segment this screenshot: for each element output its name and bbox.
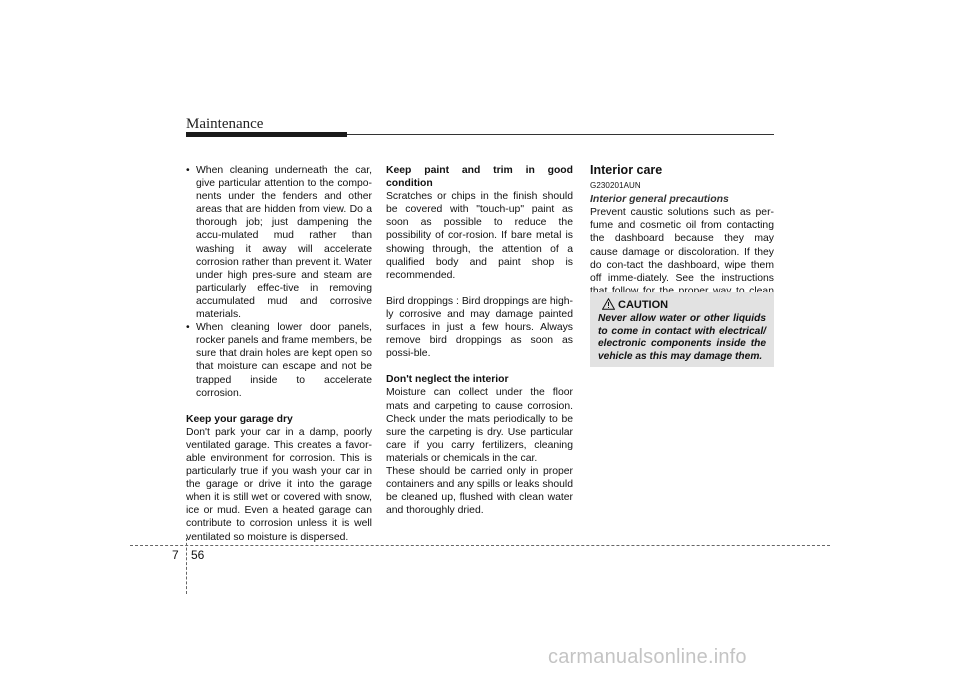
interior-paragraph-1: Moisture can collect under the floor mats and carpeting to cause corrosion. Check under the mats periodically to be sure the carpeting is dry. Use particular care if you carry fertilizers, cleaning materials or chemicals in the car. [386,387,573,464]
watermark: carmanualsonline.info [548,646,747,668]
interior-paragraph-2: These should be carried only in proper containers and any spills or leaks should be cleaned up, flushed with clean water and thoroughly dried. [386,465,573,517]
footer-rule [130,545,830,546]
header-rule [347,134,774,135]
bullet-text: When cleaning lower door panels, rocker panels and frame members, be sure that drain holes are kept open so that moisture can escape and not be trapped inside to accelerate corrosion. [196,322,372,399]
bullet-item [186,164,372,321]
paint-paragraph: Scratches or chips in the finish should be covered with "touch-up" paint as soon as possible to reduce the possibility of cor-rosion. If bare metal is showing through, the attention of a qualified body and paint shop is recommended. [386,191,573,281]
caution-title: CAUTION [618,299,669,311]
bullet-text: When cleaning underneath the car, give particular attention to the compo-nents under the fenders and other areas that are hidden from view. Do a thorough job; just dampening the accu-mulated mud rather than washing it away will accelerate corrosion rather than prevent it. Water under high pres-sure and steam are particularly effec-tive in removing accumulated mud and corrosive materials. [196,165,372,321]
section-heading-interior-care: Interior care [590,163,663,177]
caution-header [602,298,668,311]
garage-paragraph: Don't park your car in a damp, poorly ventilated garage. This creates a favor-able environment for corrosion. This is particularly true if you wash your car in the garage or drive it into the garage when it is still wet or covered with snow, ice or mud. Even a heated garage can contribute to corrosion unless it is well ventilated so moisture is dispersed. [186,426,372,543]
section-heading-garage: Keep your garage dry [186,413,293,425]
bird-paragraph: Bird droppings : Bird droppings are high-ly corrosive and may damage painted surfaces in just a few hours. Always remove bird droppings as soon as possi-ble. [386,295,573,360]
caution-text: Never allow water or other liquids to come in contact with electrical/ electronic components inside the vehicle as this may damage them. [598,313,766,362]
caution-box [590,292,774,367]
bullet-dot-icon: • [186,322,190,334]
section-code: G230201AUN [590,181,641,191]
page-number: 56 [191,548,205,562]
chapter-number: 7 [172,548,179,562]
header-bar [186,132,347,137]
warning-triangle-icon [602,298,615,310]
page-header-title: Maintenance [186,116,264,132]
section-heading-interior: Don't neglect the interior [386,374,509,386]
bullet-dot-icon: • [186,165,190,176]
subheading-precautions: Interior general precautions [590,193,729,206]
footer-divider [186,538,187,594]
column-2 [386,164,573,517]
precautions-paragraph: Prevent caustic solutions such as per-fume and cosmetic oil from contacting the dashboard because they may cause damage or discoloration. If they do con-tact the dashboard, wipe them off imme-diately. See the instructions [590,207,774,284]
bullet-item [186,321,372,400]
column-3 [590,164,774,311]
column-1 [186,164,372,544]
section-heading-paint: Keep paint and trim in good condition [386,165,573,190]
